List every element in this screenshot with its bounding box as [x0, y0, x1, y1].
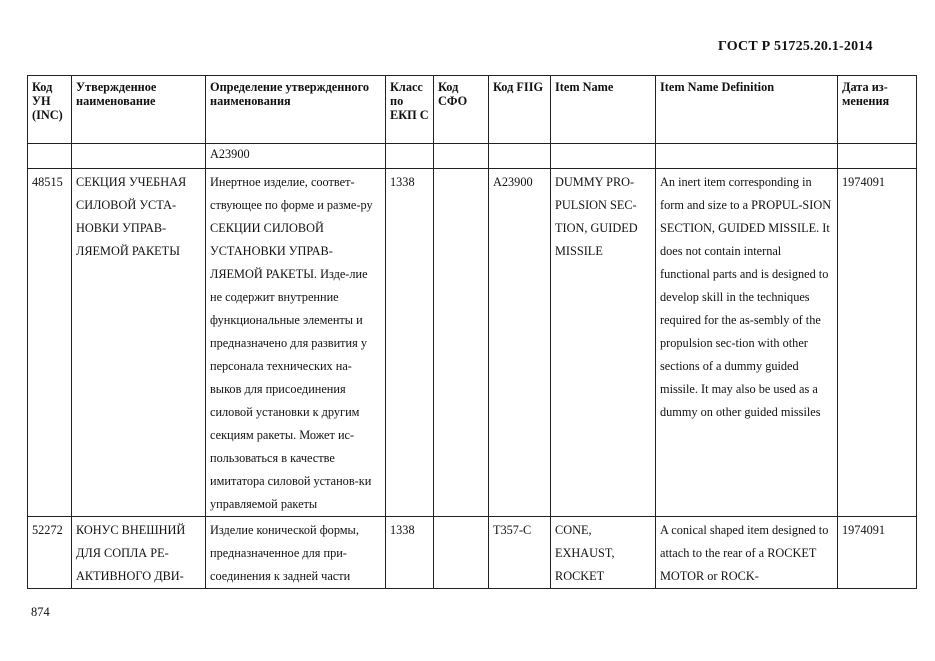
row-class: 1338: [386, 517, 434, 589]
table-header-row: [28, 76, 917, 144]
row-sfo: [434, 517, 489, 589]
catalog-table: [27, 75, 917, 589]
table-row: [28, 517, 917, 589]
row-date: 1974091: [838, 169, 917, 517]
header-definition: Определение утвержденного наименования: [206, 76, 386, 144]
row-approved-name: КОНУС ВНЕШНИЙ ДЛЯ СОПЛА РЕ-АКТИВНОГО ДВИ-: [72, 517, 206, 589]
row-inc: 52272: [28, 517, 72, 589]
header-approved-name: Утвержденное наименование: [72, 76, 206, 144]
row-definition: Инертное изделие, соответ-ствующее по форме и разме-ру СЕКЦИИ СИЛОВОЙ УСТАНОВКИ УПРАВ-ЛЯЕМОЙ РАКЕТЫ. Изде-лие не содержит внутренние функциональные элементы и предназначено для развития у персонала технических на-выков для присоединения силовой установки к другим секциям ракеты. Может ис-пользоваться в качестве имитатора силовой установ-ки управляемой ракеты: [206, 169, 386, 517]
row-sfo: [434, 169, 489, 517]
header-sfo: Код СФО: [434, 76, 489, 144]
row-inc: 48515: [28, 169, 72, 517]
row-item-definition: A conical shaped item designed to attach to the rear of a ROCKET MOTOR or ROCK-: [656, 517, 838, 589]
row-item-name: DUMMY PRO-PULSION SEC-TION, GUIDED MISSILE: [551, 169, 656, 517]
header-inc: Код УН (INC): [28, 76, 72, 144]
row-fiig: A23900: [489, 169, 551, 517]
row-approved-name: СЕКЦИЯ УЧЕБНАЯ СИЛОВОЙ УСТА-НОВКИ УПРАВ-ЛЯЕМОЙ РАКЕТЫ: [72, 169, 206, 517]
row-fiig: T357-C: [489, 517, 551, 589]
continuation-definition: A23900: [206, 144, 386, 169]
continuation-row: [28, 144, 917, 169]
row-class: 1338: [386, 169, 434, 517]
row-item-name: CONE, EXHAUST, ROCKET: [551, 517, 656, 589]
page-number: 874: [31, 605, 50, 619]
row-item-definition: An inert item corresponding in form and size to a PROPUL-SION SECTION, GUIDED MISSILE. It does not contain internal functional parts and is designed to develop skill in the techniques required for the as-sembly of the propulsion sec-tion with other sections of a dummy guided missile. It may also be used as a dummy on other guided missiles: [656, 169, 838, 517]
row-definition: Изделие конической формы, предназначенное для при-соединения к задней части: [206, 517, 386, 589]
document-code: ГОСТ Р 51725.20.1-2014: [718, 39, 873, 54]
row-date: 1974091: [838, 517, 917, 589]
header-fiig: Код FIIG: [489, 76, 551, 144]
header-class: Класс по ЕКП С: [386, 76, 434, 144]
table-row: [28, 169, 917, 517]
header-item-definition: Item Name Definition: [656, 76, 838, 144]
header-date: Дата из-менения: [838, 76, 917, 144]
header-item-name: Item Name: [551, 76, 656, 144]
